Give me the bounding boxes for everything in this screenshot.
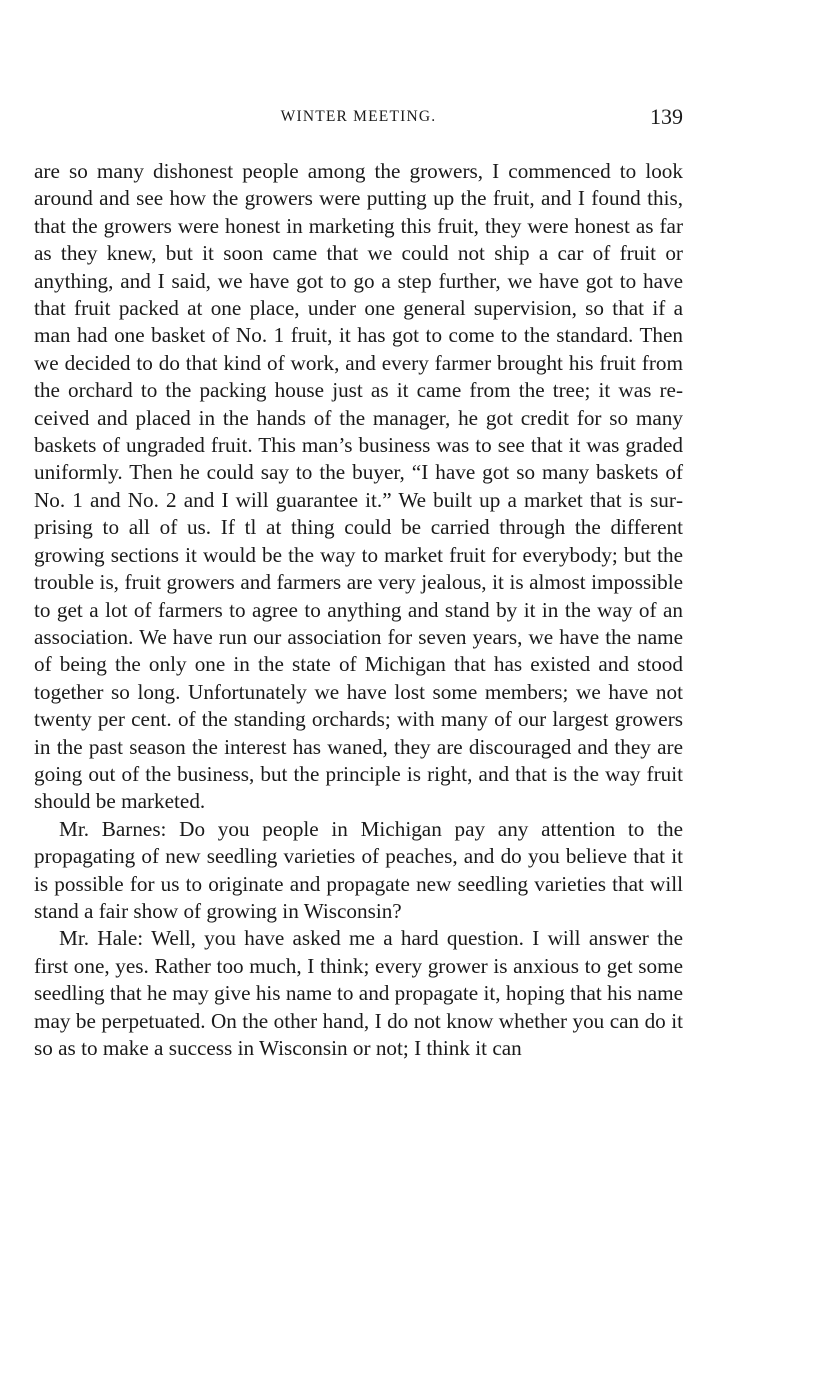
paragraph-hale xyxy=(34,925,683,1062)
speaker-name: Mr. Barnes: xyxy=(59,816,167,841)
running-header xyxy=(34,104,683,138)
page-number: 139 xyxy=(650,104,683,129)
paragraph-continuation xyxy=(34,158,683,816)
paragraph-text: Well, you have asked me a hard question. I will answer the first one, yes. Rather too much, I think; every grower is anxious to get some seedling that he may give his name to and propagate it, hoping that his name may be perpetuated. On the other hand, I do not know whether you can do it so as to make a success in Wisconsin or not; I think it can xyxy=(34,926,684,1060)
running-title: WINTER MEETING. xyxy=(280,108,437,125)
body-text xyxy=(34,158,683,1062)
paragraph-text: are so many dishonest people among the growers, I commenced to look around and see how the growers were putting up the fruit, and I found this, that the growers were honest in marketing this fruit, they were honest as far as they knew, but it soon came that we could not ship a car of fruit or anything, and I said, we have got to go a step further, we have got to have that fruit packed at one place, under one general supervision, so that if a man had one basket of No. 1 fruit, it has got to come to the standard. Then we decided to do that kind of work, and every farmer brought his fruit from the orchard to the packing house just as it came from the tree; it was received and placed in the hands of the manager, he got credit for so many baskets of ungraded fruit. This man’s business was to see that it was graded uniformly. Then he could say to the buyer, “I have got so many baskets of No. 1 and No. 2 and I will guarantee it.” We built up a market that is surprising to all of us. If tl at thing could be carried through the different growing sections it would be the way to market fruit for everybody; but the trouble is, fruit growers and farmers are very jealous, it is almost impossible to get a lot of farmers to agree to anything and stand by it in the way of an association. We have run our association for seven years, we have the name of being the only one in the state of Michigan that has existed and stood together so long. Unfortunately we have lost some members; we have not twenty per cent. of the standing orchards; with many of our largest growers in the past season the interest has waned, they are discouraged and they are going out of the business, but the principle is right, and that is the way fruit should be marketed. xyxy=(34,159,683,814)
paragraph-barnes xyxy=(34,816,683,926)
paragraph-text: Do you people in Michigan pay any attention to the propagating of new seedling varieties of peaches, and do you believe that it is possible for us to originate and propagate new seedling varieties that will stand a fair show of growing in Wisconsin? xyxy=(34,816,683,923)
speaker-name: Mr. Hale: xyxy=(59,926,144,951)
